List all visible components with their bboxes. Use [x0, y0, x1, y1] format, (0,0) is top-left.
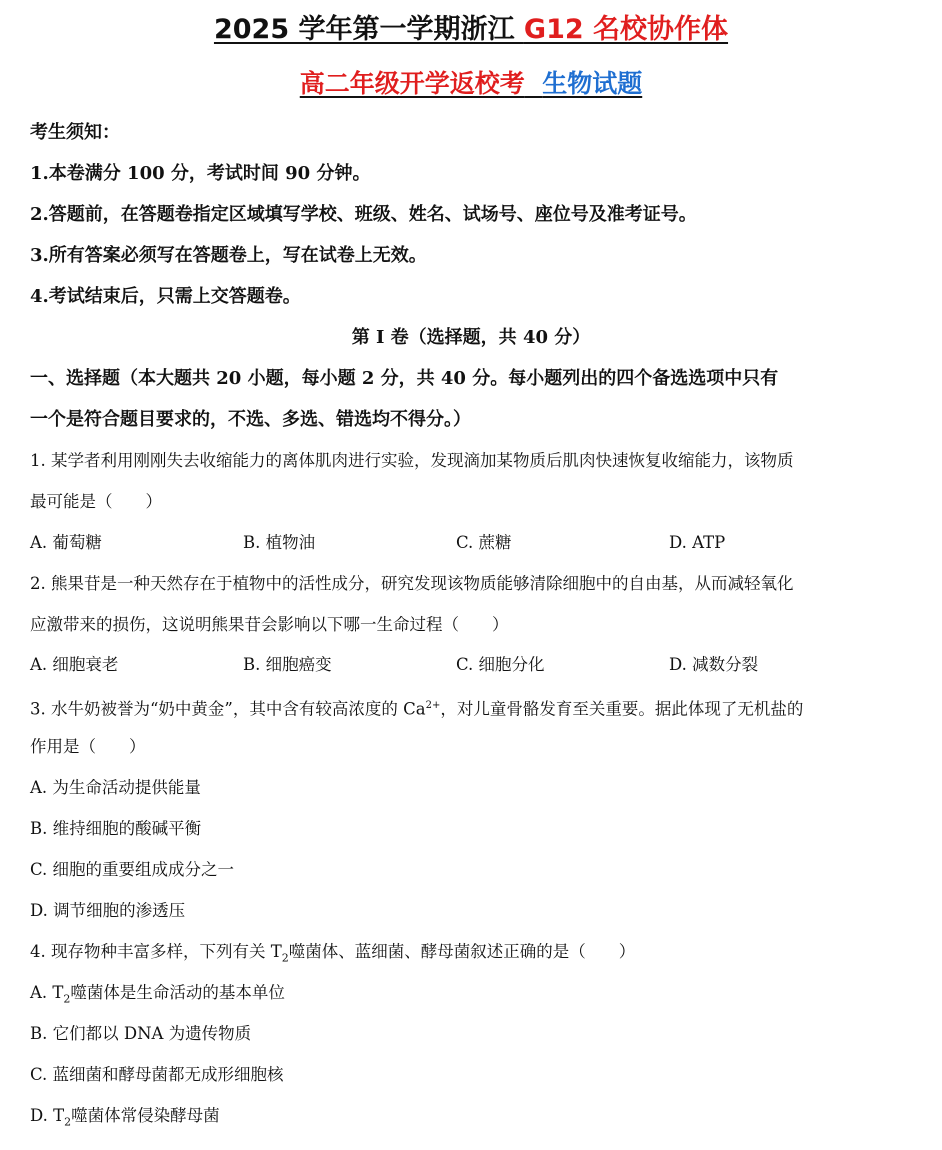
question-4-option-d-post: 噬菌体常侵染酵母菌	[71, 1106, 220, 1125]
question-1-option-b: B. 植物油	[243, 533, 316, 552]
question-1-option-c: C. 蔗糖	[456, 533, 512, 552]
question-3-option-c: C. 细胞的重要组成成分之一	[30, 860, 235, 879]
notice-heading: 考生须知：	[30, 122, 120, 143]
exam-title-part1: 2025 学年第一学期浙江	[213, 14, 515, 45]
exam-title	[0, 10, 942, 50]
exam-subtitle-part2: 生物试题	[542, 69, 643, 98]
section-instruction-line2: 一个是符合题目要求的，不选、多选、错选均不得分。）	[30, 409, 471, 430]
calcium-charge: 2+	[425, 700, 441, 711]
question-4-option-a-post: 噬菌体是生命活动的基本单位	[70, 983, 285, 1002]
question-4-option-d-pre: D. T	[30, 1106, 65, 1125]
exam-subtitle	[0, 64, 942, 104]
question-4-option-c: C. 蓝细菌和酵母菌都无成形细胞核	[30, 1065, 284, 1084]
question-4-option-d	[30, 1103, 220, 1135]
exam-subtitle-part1: 高二年级开学返校考	[299, 69, 525, 98]
section-title: 第 I 卷（选择题，共 40 分）	[351, 327, 591, 348]
question-1-line2: 最可能是（ ）	[30, 492, 162, 511]
notice-item-3: 3.所有答案必须写在答题卷上，写在试卷上无效。	[30, 245, 427, 266]
question-3-line1-pre: 3. 水牛奶被誉为“奶中黄金”，其中含有较高浓度的 Ca	[30, 699, 426, 719]
question-4-option-b: B. 它们都以 DNA 为遗传物质	[30, 1024, 252, 1043]
question-4-line1	[30, 939, 635, 971]
notice-item-2: 2.答题前，在答题卷指定区域填写学校、班级、姓名、试场号、座位号及准考证号。	[30, 204, 697, 225]
exam-title-part2: G12 名校协作体	[523, 14, 729, 45]
notice-item-4: 4.考试结束后，只需上交答题卷。	[30, 286, 301, 307]
t2-subscript: 2	[63, 992, 71, 1006]
question-4-option-a	[30, 980, 285, 1012]
notice-item-1: 1.本卷满分 100 分，考试时间 90 分钟。	[30, 163, 371, 184]
question-3-option-b: B. 维持细胞的酸碱平衡	[30, 819, 202, 838]
question-1-option-a: A. 葡萄糖	[30, 533, 102, 552]
question-3-line1	[30, 693, 803, 723]
question-1-option-d: D. ATP	[669, 533, 726, 552]
question-3-line2: 作用是（ ）	[30, 737, 146, 756]
question-2-line2: 应激带来的损伤，这说明熊果苷会影响以下哪一生命过程（ ）	[30, 615, 509, 634]
question-3-option-a: A. 为生命活动提供能量	[30, 778, 201, 797]
question-4-option-a-pre: A. T	[30, 983, 64, 1002]
question-2-option-b: B. 细胞癌变	[243, 655, 332, 674]
question-2-option-a: A. 细胞衰老	[30, 655, 119, 674]
question-3-option-d: D. 调节细胞的渗透压	[30, 901, 186, 920]
question-4-line1-pre: 4. 现存物种丰富多样，下列有关 T	[30, 942, 282, 961]
question-1-line1: 1. 某学者利用刚刚失去收缩能力的离体肌肉进行实验，发现滴加某物质后肌肉快速恢复收缩能力，该物质	[30, 451, 794, 470]
question-3-line1-post: ，对儿童骨骼发育至关重要。据此体现了无机盐的	[440, 699, 804, 719]
t2-subscript: 2	[64, 1115, 72, 1129]
question-2-option-d: D. 减数分裂	[669, 655, 759, 674]
question-4-line1-post: 噬菌体、蓝细菌、酵母菌叙述正确的是（ ）	[288, 942, 636, 961]
question-2-option-c: C. 细胞分化	[456, 655, 545, 674]
t2-subscript: 2	[281, 951, 289, 965]
section-instruction-line1: 一、选择题（本大题共 20 小题，每小题 2 分，共 40 分。每小题列出的四个备选选项中只有	[30, 368, 779, 389]
question-2-line1: 2. 熊果苷是一种天然存在于植物中的活性成分，研究发现该物质能够清除细胞中的自由基，从而减轻氧化	[30, 574, 794, 593]
